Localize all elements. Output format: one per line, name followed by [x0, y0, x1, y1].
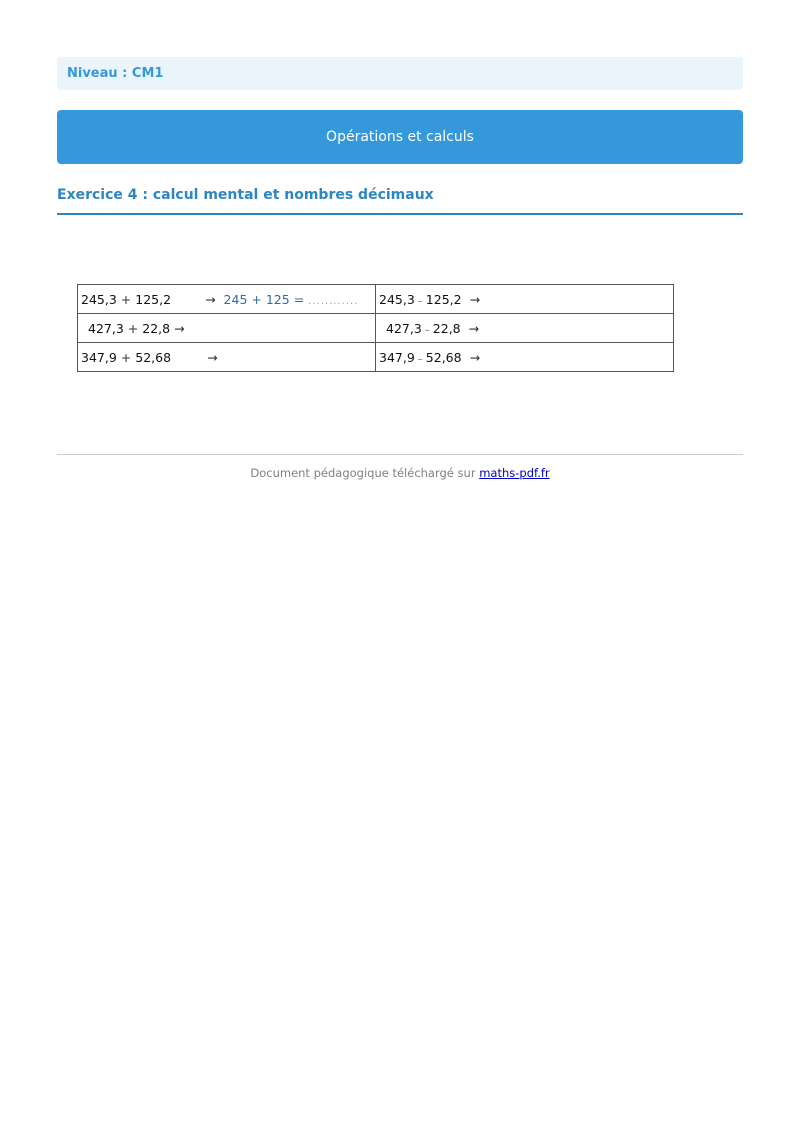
table-row: [78, 314, 674, 343]
operand: 52,68: [135, 349, 172, 365]
subtraction-cell: [376, 285, 674, 314]
plus-sign: +: [120, 349, 132, 365]
operand: 22,8: [432, 320, 461, 336]
addition-cell: [78, 285, 376, 314]
operand: 347,9: [81, 349, 117, 365]
addition-cell: [78, 314, 376, 343]
operand: 347,9: [379, 349, 415, 365]
operand: 427,3: [88, 320, 124, 336]
hint-operand: 245: [223, 291, 248, 307]
table-row: [78, 343, 674, 372]
table-row: [78, 285, 674, 314]
operand: 125,2: [425, 291, 462, 307]
minus-sign: –: [417, 353, 423, 365]
title-banner: [57, 110, 743, 164]
footer-link[interactable]: maths-pdf.fr: [479, 466, 550, 480]
footer: [57, 466, 743, 480]
operand: 22,8: [142, 320, 171, 336]
minus-sign: –: [417, 295, 423, 307]
operand: 52,68: [425, 349, 462, 365]
exercise-table: [77, 284, 674, 372]
exercise-title: Exercice 4 : calcul mental et nombres décimaux: [57, 185, 743, 215]
arrow-icon: →: [174, 320, 185, 336]
hint-equals: =: [293, 291, 305, 307]
plus-sign: +: [127, 320, 139, 336]
arrow-icon: →: [207, 349, 218, 365]
arrow-icon: →: [469, 291, 481, 307]
footer-divider: [57, 454, 743, 455]
arrow-icon: →: [469, 349, 481, 365]
arrow-icon: →: [468, 320, 480, 336]
answer-blank[interactable]: ............: [308, 295, 359, 307]
operand: 245,3: [379, 291, 415, 307]
level-label: Niveau : CM1: [67, 66, 164, 81]
hint-expression: [224, 292, 359, 307]
minus-sign: –: [424, 324, 430, 336]
hint-plus: +: [251, 291, 262, 307]
level-banner: [57, 57, 743, 90]
addition-cell: [78, 343, 376, 372]
operand: 245,3: [81, 291, 117, 307]
plus-sign: +: [120, 291, 132, 307]
hint-operand: 125: [265, 291, 290, 307]
footer-text: Document pédagogique téléchargé sur: [250, 466, 476, 480]
operand: 427,3: [386, 320, 422, 336]
arrow-icon: →: [205, 291, 216, 307]
operand: 125,2: [135, 291, 172, 307]
banner-title: Opérations et calculs: [326, 129, 474, 145]
subtraction-cell: [376, 314, 674, 343]
subtraction-cell: [376, 343, 674, 372]
